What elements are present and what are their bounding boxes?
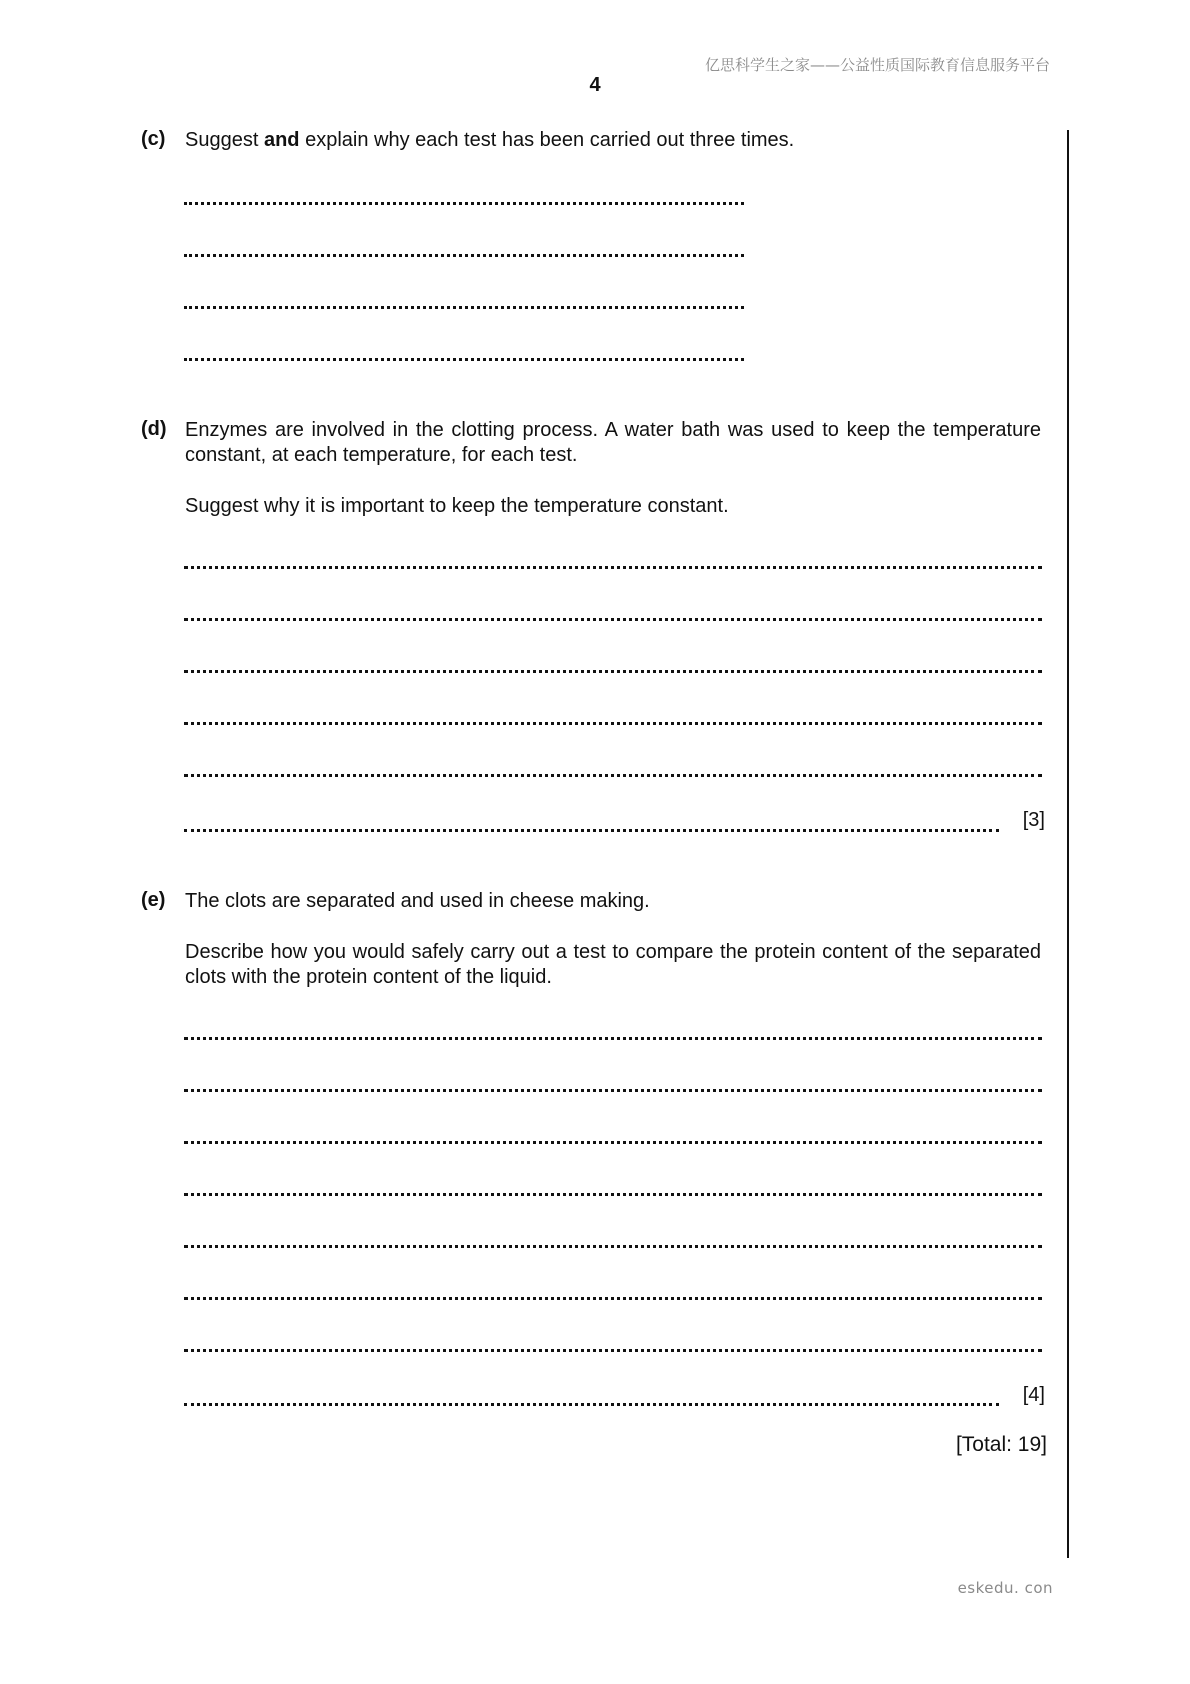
answer-line-e-8[interactable] [184,1403,999,1406]
answer-line-d-5[interactable] [184,774,1042,777]
total-marks: [Total: 19] [955,1433,1047,1456]
answer-line-d-3[interactable] [184,670,1042,673]
answer-line-e-7[interactable] [184,1349,1042,1352]
answer-line-e-5[interactable] [184,1245,1042,1248]
answer-line-c-2[interactable] [184,254,744,257]
answer-line-c-3[interactable] [184,306,744,309]
answer-line-e-1[interactable] [184,1037,1042,1040]
part-e-text-2: Describe how you would safely carry out a test to compare the protein content of the separated clots with the protein content of the liquid. [185,941,1041,988]
answer-line-d-1[interactable] [184,566,1042,569]
answer-line-e-2[interactable] [184,1089,1042,1092]
part-e-marks: [4] [1022,1384,1045,1406]
part-e-text-1: The clots are separated and used in cheese making. [185,890,650,912]
answer-line-e-6[interactable] [184,1297,1042,1300]
answer-line-d-2[interactable] [184,618,1042,621]
answer-line-e-4[interactable] [184,1193,1042,1196]
part-d-text-1: Enzymes are involved in the clotting process. A water bath was used to keep the temperature constant, at each temperature, for each test. [185,419,1041,466]
part-d-text-2: Suggest why it is important to keep the temperature constant. [185,495,729,517]
answer-line-c-1[interactable] [184,202,744,205]
part-c-question [185,128,1041,153]
part-c-text-bold: and [263,129,300,151]
answer-line-d-6[interactable] [184,829,999,832]
answer-line-c-4[interactable] [184,358,744,361]
part-c-text-pre: Suggest [185,129,264,151]
part-c-label: (c) [141,128,166,150]
answer-line-d-4[interactable] [184,722,1042,725]
part-e-label: (e) [141,889,166,911]
part-d-label: (d) [141,418,167,440]
margin-rule [1067,130,1069,1558]
page-number: 4 [589,74,601,96]
part-d-marks: [3] [1022,809,1045,831]
answer-line-e-3[interactable] [184,1141,1042,1144]
header-watermark: 亿思科学生之家——公益性质国际教育信息服务平台 [704,56,1050,74]
part-c-text-post: explain why each test has been carried out three times. [299,129,795,151]
footer-site: eskedu. con [957,1579,1053,1597]
